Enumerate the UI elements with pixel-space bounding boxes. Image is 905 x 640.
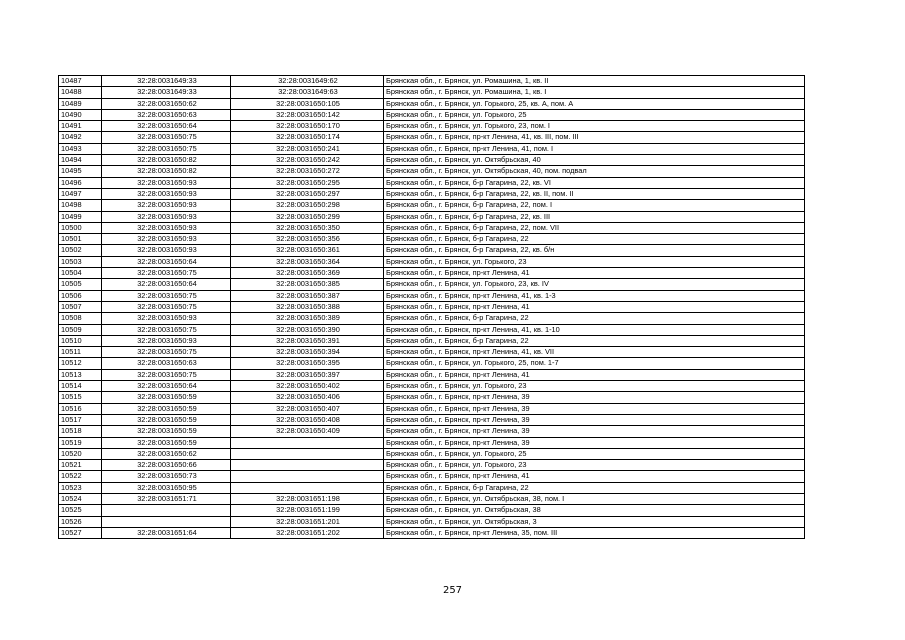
address-cell: Брянская обл., г. Брянск, пр-кт Ленина, 41 [384,471,805,482]
building-cadastral-number-cell: 32:28:0031650:93 [102,313,231,324]
row-number-cell: 10500 [59,222,102,233]
address-cell: Брянская обл., г. Брянск, ул. Горького, 25 [384,448,805,459]
premises-cadastral-number-cell: 32:28:0031650:364 [231,256,384,267]
building-cadastral-number-cell [102,516,231,527]
table-row [59,234,805,245]
building-cadastral-number-cell: 32:28:0031650:73 [102,471,231,482]
building-cadastral-number-cell: 32:28:0031650:59 [102,426,231,437]
building-cadastral-number-cell: 32:28:0031650:64 [102,121,231,132]
building-cadastral-number-cell: 32:28:0031650:75 [102,268,231,279]
premises-cadastral-number-cell: 32:28:0031650:142 [231,109,384,120]
row-number-cell: 10506 [59,290,102,301]
address-cell: Брянская обл., г. Брянск, б-р Гагарина, 22 [384,335,805,346]
premises-cadastral-number-cell: 32:28:0031650:406 [231,392,384,403]
table-row [59,392,805,403]
table-row [59,358,805,369]
building-cadastral-number-cell: 32:28:0031650:75 [102,143,231,154]
building-cadastral-number-cell: 32:28:0031650:93 [102,211,231,222]
building-cadastral-number-cell: 32:28:0031650:62 [102,448,231,459]
building-cadastral-number-cell: 32:28:0031651:71 [102,493,231,504]
address-cell: Брянская обл., г. Брянск, ул. Ромашина, 1, кв. II [384,76,805,87]
address-cell: Брянская обл., г. Брянск, б-р Гагарина, 22, кв. б/н [384,245,805,256]
table-row [59,493,805,504]
table-row [59,143,805,154]
premises-cadastral-number-cell: 32:28:0031650:356 [231,234,384,245]
building-cadastral-number-cell: 32:28:0031650:93 [102,188,231,199]
table-row [59,290,805,301]
premises-cadastral-number-cell: 32:28:0031650:369 [231,268,384,279]
premises-cadastral-number-cell: 32:28:0031650:105 [231,98,384,109]
address-cell: Брянская обл., г. Брянск, ул. Октябрьская, 40 [384,155,805,166]
address-cell: Брянская обл., г. Брянск, ул. Горького, 23 [384,460,805,471]
building-cadastral-number-cell: 32:28:0031650:62 [102,98,231,109]
address-cell: Брянская обл., г. Брянск, ул. Октябрьская, 38 [384,505,805,516]
row-number-cell: 10513 [59,369,102,380]
building-cadastral-number-cell: 32:28:0031650:93 [102,200,231,211]
address-cell: Брянская обл., г. Брянск, пр-кт Ленина, 39 [384,426,805,437]
row-number-cell: 10501 [59,234,102,245]
premises-cadastral-number-cell: 32:28:0031650:174 [231,132,384,143]
premises-cadastral-number-cell [231,482,384,493]
table-row [59,132,805,143]
address-cell: Брянская обл., г. Брянск, б-р Гагарина, 22, кв. II, пом. II [384,188,805,199]
table-row [59,313,805,324]
premises-cadastral-number-cell: 32:28:0031650:295 [231,177,384,188]
table-row [59,460,805,471]
table-row [59,121,805,132]
premises-cadastral-number-cell [231,448,384,459]
table-row [59,347,805,358]
row-number-cell: 10514 [59,381,102,392]
address-cell: Брянская обл., г. Брянск, ул. Горького, 23, кв. IV [384,279,805,290]
table-row [59,222,805,233]
premises-cadastral-number-cell [231,437,384,448]
address-cell: Брянская обл., г. Брянск, ул. Горького, 25, пом. 1-7 [384,358,805,369]
row-number-cell: 10509 [59,324,102,335]
premises-cadastral-number-cell: 32:28:0031651:199 [231,505,384,516]
building-cadastral-number-cell: 32:28:0031650:75 [102,132,231,143]
building-cadastral-number-cell: 32:28:0031650:59 [102,392,231,403]
row-number-cell: 10520 [59,448,102,459]
address-cell: Брянская обл., г. Брянск, ул. Горького, 23 [384,256,805,267]
table-row [59,381,805,392]
table-row [59,268,805,279]
premises-cadastral-number-cell: 32:28:0031649:63 [231,87,384,98]
address-cell: Брянская обл., г. Брянск, пр-кт Ленина, 39 [384,437,805,448]
premises-cadastral-number-cell: 32:28:0031650:298 [231,200,384,211]
building-cadastral-number-cell: 32:28:0031650:64 [102,279,231,290]
row-number-cell: 10519 [59,437,102,448]
table-row [59,527,805,538]
premises-cadastral-number-cell: 32:28:0031650:242 [231,155,384,166]
table-row [59,256,805,267]
premises-cadastral-number-cell: 32:28:0031650:408 [231,414,384,425]
cadastral-table [58,75,805,539]
address-cell: Брянская обл., г. Брянск, пр-кт Ленина, 41, кв. VII [384,347,805,358]
building-cadastral-number-cell: 32:28:0031650:93 [102,234,231,245]
building-cadastral-number-cell: 32:28:0031650:75 [102,347,231,358]
premises-cadastral-number-cell: 32:28:0031650:385 [231,279,384,290]
address-cell: Брянская обл., г. Брянск, ул. Горького, 23 [384,381,805,392]
building-cadastral-number-cell: 32:28:0031650:75 [102,301,231,312]
row-number-cell: 10515 [59,392,102,403]
premises-cadastral-number-cell: 32:28:0031650:391 [231,335,384,346]
building-cadastral-number-cell: 32:28:0031650:59 [102,403,231,414]
row-number-cell: 10498 [59,200,102,211]
address-cell: Брянская обл., г. Брянск, пр-кт Ленина, 39 [384,403,805,414]
address-cell: Брянская обл., г. Брянск, пр-кт Ленина, 41, кв. III, пом. III [384,132,805,143]
premises-cadastral-number-cell: 32:28:0031650:407 [231,403,384,414]
premises-cadastral-number-cell: 32:28:0031650:390 [231,324,384,335]
row-number-cell: 10488 [59,87,102,98]
address-cell: Брянская обл., г. Брянск, пр-кт Ленина, 41, кв. 1-3 [384,290,805,301]
table-body [59,76,805,539]
address-cell: Брянская обл., г. Брянск, пр-кт Ленина, 41 [384,301,805,312]
row-number-cell: 10499 [59,211,102,222]
address-cell: Брянская обл., г. Брянск, пр-кт Ленина, 39 [384,414,805,425]
building-cadastral-number-cell: 32:28:0031650:75 [102,324,231,335]
address-cell: Брянская обл., г. Брянск, пр-кт Ленина, 41 [384,369,805,380]
address-cell: Брянская обл., г. Брянск, ул. Октябрьская, 38, пом. I [384,493,805,504]
table-row [59,505,805,516]
row-number-cell: 10496 [59,177,102,188]
address-cell: Брянская обл., г. Брянск, пр-кт Ленина, 35, пом. III [384,527,805,538]
building-cadastral-number-cell: 32:28:0031650:95 [102,482,231,493]
building-cadastral-number-cell: 32:28:0031650:59 [102,437,231,448]
address-cell: Брянская обл., г. Брянск, пр-кт Ленина, 41 [384,268,805,279]
row-number-cell: 10497 [59,188,102,199]
premises-cadastral-number-cell: 32:28:0031651:198 [231,493,384,504]
row-number-cell: 10527 [59,527,102,538]
table-row [59,448,805,459]
row-number-cell: 10521 [59,460,102,471]
building-cadastral-number-cell: 32:28:0031650:59 [102,414,231,425]
row-number-cell: 10524 [59,493,102,504]
row-number-cell: 10516 [59,403,102,414]
row-number-cell: 10505 [59,279,102,290]
table-row [59,426,805,437]
row-number-cell: 10522 [59,471,102,482]
premises-cadastral-number-cell: 32:28:0031650:402 [231,381,384,392]
row-number-cell: 10510 [59,335,102,346]
page-number: 257 [442,585,463,596]
premises-cadastral-number-cell: 32:28:0031650:350 [231,222,384,233]
building-cadastral-number-cell: 32:28:0031650:64 [102,381,231,392]
table-row [59,471,805,482]
premises-cadastral-number-cell: 32:28:0031650:397 [231,369,384,380]
premises-cadastral-number-cell: 32:28:0031650:272 [231,166,384,177]
table-row [59,482,805,493]
premises-cadastral-number-cell [231,471,384,482]
building-cadastral-number-cell: 32:28:0031650:63 [102,109,231,120]
table-row [59,200,805,211]
table-row [59,516,805,527]
premises-cadastral-number-cell: 32:28:0031650:388 [231,301,384,312]
premises-cadastral-number-cell: 32:28:0031650:361 [231,245,384,256]
address-cell: Брянская обл., г. Брянск, ул. Ромашина, 1, кв. I [384,87,805,98]
building-cadastral-number-cell: 32:28:0031649:33 [102,76,231,87]
premises-cadastral-number-cell: 32:28:0031651:202 [231,527,384,538]
address-cell: Брянская обл., г. Брянск, пр-кт Ленина, 39 [384,392,805,403]
row-number-cell: 10494 [59,155,102,166]
building-cadastral-number-cell: 32:28:0031650:93 [102,335,231,346]
row-number-cell: 10517 [59,414,102,425]
row-number-cell: 10526 [59,516,102,527]
building-cadastral-number-cell [102,505,231,516]
premises-cadastral-number-cell: 32:28:0031650:170 [231,121,384,132]
table-row [59,369,805,380]
row-number-cell: 10507 [59,301,102,312]
building-cadastral-number-cell: 32:28:0031650:82 [102,155,231,166]
row-number-cell: 10491 [59,121,102,132]
row-number-cell: 10503 [59,256,102,267]
row-number-cell: 10512 [59,358,102,369]
table-row [59,188,805,199]
row-number-cell: 10508 [59,313,102,324]
premises-cadastral-number-cell: 32:28:0031651:201 [231,516,384,527]
row-number-cell: 10525 [59,505,102,516]
table-row [59,155,805,166]
premises-cadastral-number-cell: 32:28:0031650:389 [231,313,384,324]
address-cell: Брянская обл., г. Брянск, пр-кт Ленина, 41, пом. I [384,143,805,154]
row-number-cell: 10487 [59,76,102,87]
table-row [59,245,805,256]
row-number-cell: 10523 [59,482,102,493]
table-row [59,403,805,414]
row-number-cell: 10504 [59,268,102,279]
building-cadastral-number-cell: 32:28:0031649:33 [102,87,231,98]
row-number-cell: 10492 [59,132,102,143]
table-row [59,437,805,448]
premises-cadastral-number-cell: 32:28:0031650:297 [231,188,384,199]
table-row [59,279,805,290]
address-cell: Брянская обл., г. Брянск, б-р Гагарина, 22, пом. I [384,200,805,211]
building-cadastral-number-cell: 32:28:0031650:93 [102,245,231,256]
building-cadastral-number-cell: 32:28:0031650:75 [102,369,231,380]
table-row [59,98,805,109]
row-number-cell: 10493 [59,143,102,154]
premises-cadastral-number-cell: 32:28:0031650:387 [231,290,384,301]
table-row [59,335,805,346]
table-row [59,166,805,177]
address-cell: Брянская обл., г. Брянск, б-р Гагарина, 22 [384,482,805,493]
premises-cadastral-number-cell: 32:28:0031649:62 [231,76,384,87]
table-row [59,109,805,120]
table-row [59,87,805,98]
table-row [59,414,805,425]
building-cadastral-number-cell: 32:28:0031650:93 [102,177,231,188]
address-cell: Брянская обл., г. Брянск, ул. Горького, 23, пом. I [384,121,805,132]
address-cell: Брянская обл., г. Брянск, ул. Горького, 25 [384,109,805,120]
row-number-cell: 10518 [59,426,102,437]
premises-cadastral-number-cell: 32:28:0031650:395 [231,358,384,369]
row-number-cell: 10490 [59,109,102,120]
building-cadastral-number-cell: 32:28:0031650:93 [102,222,231,233]
premises-cadastral-number-cell [231,460,384,471]
address-cell: Брянская обл., г. Брянск, б-р Гагарина, 22, пом. VII [384,222,805,233]
row-number-cell: 10495 [59,166,102,177]
address-cell: Брянская обл., г. Брянск, ул. Горького, 25, кв. А, пом. А [384,98,805,109]
building-cadastral-number-cell: 32:28:0031650:82 [102,166,231,177]
address-cell: Брянская обл., г. Брянск, ул. Октябрьская, 40, пом. подвал [384,166,805,177]
building-cadastral-number-cell: 32:28:0031651:64 [102,527,231,538]
table-row [59,211,805,222]
table-row [59,76,805,87]
building-cadastral-number-cell: 32:28:0031650:75 [102,290,231,301]
premises-cadastral-number-cell: 32:28:0031650:409 [231,426,384,437]
address-cell: Брянская обл., г. Брянск, б-р Гагарина, 22 [384,234,805,245]
premises-cadastral-number-cell: 32:28:0031650:299 [231,211,384,222]
building-cadastral-number-cell: 32:28:0031650:66 [102,460,231,471]
premises-cadastral-number-cell: 32:28:0031650:241 [231,143,384,154]
table-row [59,301,805,312]
row-number-cell: 10489 [59,98,102,109]
address-cell: Брянская обл., г. Брянск, ул. Октябрьская, 3 [384,516,805,527]
row-number-cell: 10502 [59,245,102,256]
row-number-cell: 10511 [59,347,102,358]
table-row [59,324,805,335]
address-cell: Брянская обл., г. Брянск, б-р Гагарина, 22 [384,313,805,324]
building-cadastral-number-cell: 32:28:0031650:63 [102,358,231,369]
address-cell: Брянская обл., г. Брянск, б-р Гагарина, 22, кв. VI [384,177,805,188]
address-cell: Брянская обл., г. Брянск, б-р Гагарина, 22, кв. III [384,211,805,222]
address-cell: Брянская обл., г. Брянск, пр-кт Ленина, 41, кв. 1-10 [384,324,805,335]
premises-cadastral-number-cell: 32:28:0031650:394 [231,347,384,358]
building-cadastral-number-cell: 32:28:0031650:64 [102,256,231,267]
table-row [59,177,805,188]
